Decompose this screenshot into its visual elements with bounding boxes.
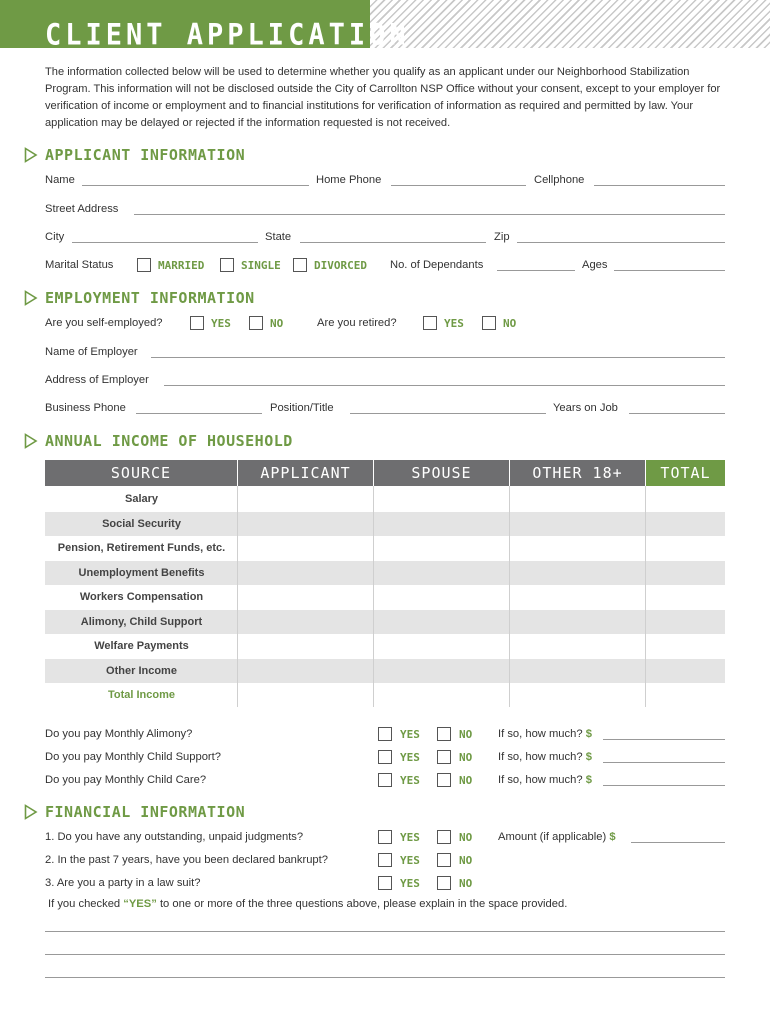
applicant-section-heading <box>24 146 245 164</box>
retired-no-label: NO <box>503 317 517 330</box>
position-label: Position/Title <box>270 402 334 414</box>
child-care-amount-field[interactable] <box>603 785 725 786</box>
employer-address-row <box>45 373 725 389</box>
amount-label <box>498 830 616 844</box>
ages-field[interactable] <box>614 270 725 271</box>
employer-name-field[interactable] <box>151 357 725 358</box>
explain-note <box>48 898 567 910</box>
child-support-no-checkbox[interactable] <box>437 750 451 764</box>
alimony-how-much-label <box>498 727 592 741</box>
table-row[interactable] <box>45 487 725 512</box>
position-field[interactable] <box>350 413 546 414</box>
column-divider <box>509 486 510 707</box>
employer-address-field[interactable] <box>164 385 725 386</box>
state-field[interactable] <box>300 242 486 243</box>
years-on-job-label: Years on Job <box>553 402 618 414</box>
note-prefix: If you checked <box>48 898 121 910</box>
dollar-sign: $ <box>609 831 616 843</box>
bankrupt-yes-checkbox[interactable] <box>378 853 392 867</box>
row-label-alimony: Alimony, Child Support <box>80 615 203 628</box>
self-employed-no-checkbox[interactable] <box>249 316 263 330</box>
child-care-yes-checkbox[interactable] <box>378 773 392 787</box>
name-field[interactable] <box>82 185 309 186</box>
explanation-line-1[interactable] <box>45 931 725 932</box>
child-support-amount-field[interactable] <box>603 762 725 763</box>
alimony-yes-label: YES <box>400 728 420 741</box>
city-field[interactable] <box>72 242 258 243</box>
child-support-yes-checkbox[interactable] <box>378 750 392 764</box>
self-employed-yes-checkbox[interactable] <box>190 316 204 330</box>
dependants-field[interactable] <box>497 270 575 271</box>
retired-yes-checkbox[interactable] <box>423 316 437 330</box>
marital-status-label: Marital Status <box>45 259 114 271</box>
lawsuit-yes-label: YES <box>400 877 420 890</box>
header-total: TOTAL <box>646 460 725 486</box>
child-care-no-checkbox[interactable] <box>437 773 451 787</box>
judgment-amount-field[interactable] <box>631 842 725 843</box>
table-row[interactable] <box>45 634 725 659</box>
retired-label: Are you retired? <box>317 317 397 329</box>
employer-address-label: Address of Employer <box>45 374 149 386</box>
table-row[interactable] <box>45 561 725 586</box>
lawsuit-no-label: NO <box>459 877 473 890</box>
header-applicant: APPLICANT <box>238 460 373 486</box>
table-row[interactable] <box>45 585 725 610</box>
child-care-how-much-label <box>498 773 592 787</box>
how-much-text: If so, how much? <box>498 728 583 740</box>
header-source: SOURCE <box>45 460 237 486</box>
intro-text: The information collected below will be used to determine whether you qualify as an applicant under our Neighborhood Stabilization Program. This information will not be disclosed outside the City of Carrollton NSP Office without your consent, except to your employer for verification of income or employment and to financial institutions for verification of information as required and permitted by law. Your application may be delayed or rejected if the information requested is not received. <box>45 66 721 129</box>
table-row[interactable] <box>45 683 725 708</box>
self-employed-no-label: NO <box>270 317 284 330</box>
bankrupt-yes-label: YES <box>400 854 420 867</box>
judgments-question: 1. Do you have any outstanding, unpaid judgments? <box>45 831 304 843</box>
business-phone-row <box>45 401 725 417</box>
note-suffix: to one or more of the three questions above, please explain in the space provided. <box>159 898 568 910</box>
header-other: OTHER 18+ <box>510 460 645 486</box>
page-title: CLIENT APPLICATION <box>45 18 410 53</box>
street-address-label: Street Address <box>45 203 119 215</box>
employer-name-label: Name of Employer <box>45 346 138 358</box>
business-phone-field[interactable] <box>136 413 262 414</box>
financial-section-heading <box>24 803 245 821</box>
child-care-question-row <box>45 773 725 789</box>
alimony-no-checkbox[interactable] <box>437 727 451 741</box>
income-section-title: ANNUAL INCOME OF HOUSEHOLD <box>45 432 293 450</box>
child-support-how-much-label <box>498 750 592 764</box>
header-stripes <box>370 0 770 48</box>
table-row[interactable] <box>45 512 725 537</box>
single-label: SINGLE <box>241 259 281 272</box>
city-label: City <box>45 231 65 243</box>
explanation-line-2[interactable] <box>45 954 725 955</box>
triangle-outline-right-icon <box>24 433 38 449</box>
street-address-field[interactable] <box>134 214 725 215</box>
judgments-yes-checkbox[interactable] <box>378 830 392 844</box>
explanation-line-3[interactable] <box>45 977 725 978</box>
divorced-checkbox[interactable] <box>293 258 307 272</box>
alimony-question-row <box>45 727 725 743</box>
table-row[interactable] <box>45 536 725 561</box>
lawsuit-row <box>45 876 725 892</box>
row-label-unemployment: Unemployment Benefits <box>78 566 205 579</box>
row-label-workers-comp: Workers Compensation <box>79 591 204 604</box>
note-yes: “YES” <box>123 898 157 910</box>
married-label: MARRIED <box>158 259 205 272</box>
zip-label: Zip <box>494 231 510 243</box>
judgments-yes-label: YES <box>400 831 420 844</box>
financial-section-title: FINANCIAL INFORMATION <box>45 803 246 821</box>
child-care-yes-label: YES <box>400 774 420 787</box>
applicant-section-title: APPLICANT INFORMATION <box>45 146 246 164</box>
state-label: State <box>265 231 292 243</box>
employer-name-row <box>45 345 725 361</box>
lawsuit-no-checkbox[interactable] <box>437 876 451 890</box>
table-row[interactable] <box>45 659 725 684</box>
divorced-label: DIVORCED <box>314 259 367 272</box>
dependants-label: No. of Dependants <box>390 259 484 271</box>
column-divider <box>373 486 374 707</box>
ages-label: Ages <box>582 259 608 271</box>
income-section-heading <box>24 432 293 450</box>
triangle-outline-right-icon <box>24 290 38 306</box>
retired-no-checkbox[interactable] <box>482 316 496 330</box>
home-phone-label: Home Phone <box>316 174 382 186</box>
self-employed-label: Are you self-employed? <box>45 317 163 329</box>
row-label-social-security: Social Security <box>102 517 181 530</box>
how-much-text: If so, how much? <box>498 751 583 763</box>
alimony-no-label: NO <box>459 728 473 741</box>
employment-section-title: EMPLOYMENT INFORMATION <box>45 289 255 307</box>
header-spouse: SPOUSE <box>374 460 509 486</box>
married-checkbox[interactable] <box>137 258 151 272</box>
child-support-no-label: NO <box>459 751 473 764</box>
dollar-sign: $ <box>585 728 592 740</box>
child-care-no-label: NO <box>459 774 473 787</box>
lawsuit-yes-checkbox[interactable] <box>378 876 392 890</box>
single-checkbox[interactable] <box>220 258 234 272</box>
judgments-no-label: NO <box>459 831 473 844</box>
child-support-question-row <box>45 750 725 766</box>
row-label-pension: Pension, Retirement Funds, etc. <box>57 542 226 555</box>
lawsuit-question: 3. Are you a party in a law suit? <box>45 877 201 889</box>
row-label-salary: Salary <box>124 493 159 506</box>
city-state-zip-row <box>45 230 725 246</box>
self-employed-row <box>45 316 725 332</box>
marital-row <box>45 258 725 274</box>
row-label-total-income: Total Income <box>107 689 176 702</box>
child-support-question: Do you pay Monthly Child Support? <box>45 751 221 763</box>
retired-yes-label: YES <box>444 317 464 330</box>
name-phone-row <box>45 173 725 189</box>
how-much-text: If so, how much? <box>498 774 583 786</box>
alimony-yes-checkbox[interactable] <box>378 727 392 741</box>
bankrupt-no-label: NO <box>459 854 473 867</box>
child-support-yes-label: YES <box>400 751 420 764</box>
amount-text: Amount (if applicable) <box>498 831 607 843</box>
alimony-question: Do you pay Monthly Alimony? <box>45 728 193 740</box>
business-phone-label: Business Phone <box>45 402 126 414</box>
street-row <box>45 202 725 218</box>
name-label: Name <box>45 174 75 186</box>
alimony-amount-field[interactable] <box>603 739 725 740</box>
judgments-no-checkbox[interactable] <box>437 830 451 844</box>
judgments-row <box>45 830 725 846</box>
row-label-other-income: Other Income <box>106 664 177 677</box>
cellphone-label: Cellphone <box>534 174 585 186</box>
bankrupt-question: 2. In the past 7 years, have you been declared bankrupt? <box>45 854 328 866</box>
home-phone-field[interactable] <box>391 185 526 186</box>
employment-section-heading <box>24 289 255 307</box>
triangle-outline-right-icon <box>24 147 38 163</box>
bankrupt-no-checkbox[interactable] <box>437 853 451 867</box>
zip-field[interactable] <box>517 242 725 243</box>
row-label-welfare: Welfare Payments <box>94 640 189 653</box>
years-on-job-field[interactable] <box>629 413 725 414</box>
column-divider <box>237 486 238 707</box>
table-row[interactable] <box>45 610 725 635</box>
triangle-outline-right-icon <box>24 804 38 820</box>
self-employed-yes-label: YES <box>211 317 231 330</box>
dollar-sign: $ <box>585 751 592 763</box>
child-care-question: Do you pay Monthly Child Care? <box>45 774 207 786</box>
column-divider <box>645 486 646 707</box>
cellphone-field[interactable] <box>594 185 725 186</box>
dollar-sign: $ <box>585 774 592 786</box>
bankrupt-row <box>45 853 725 869</box>
